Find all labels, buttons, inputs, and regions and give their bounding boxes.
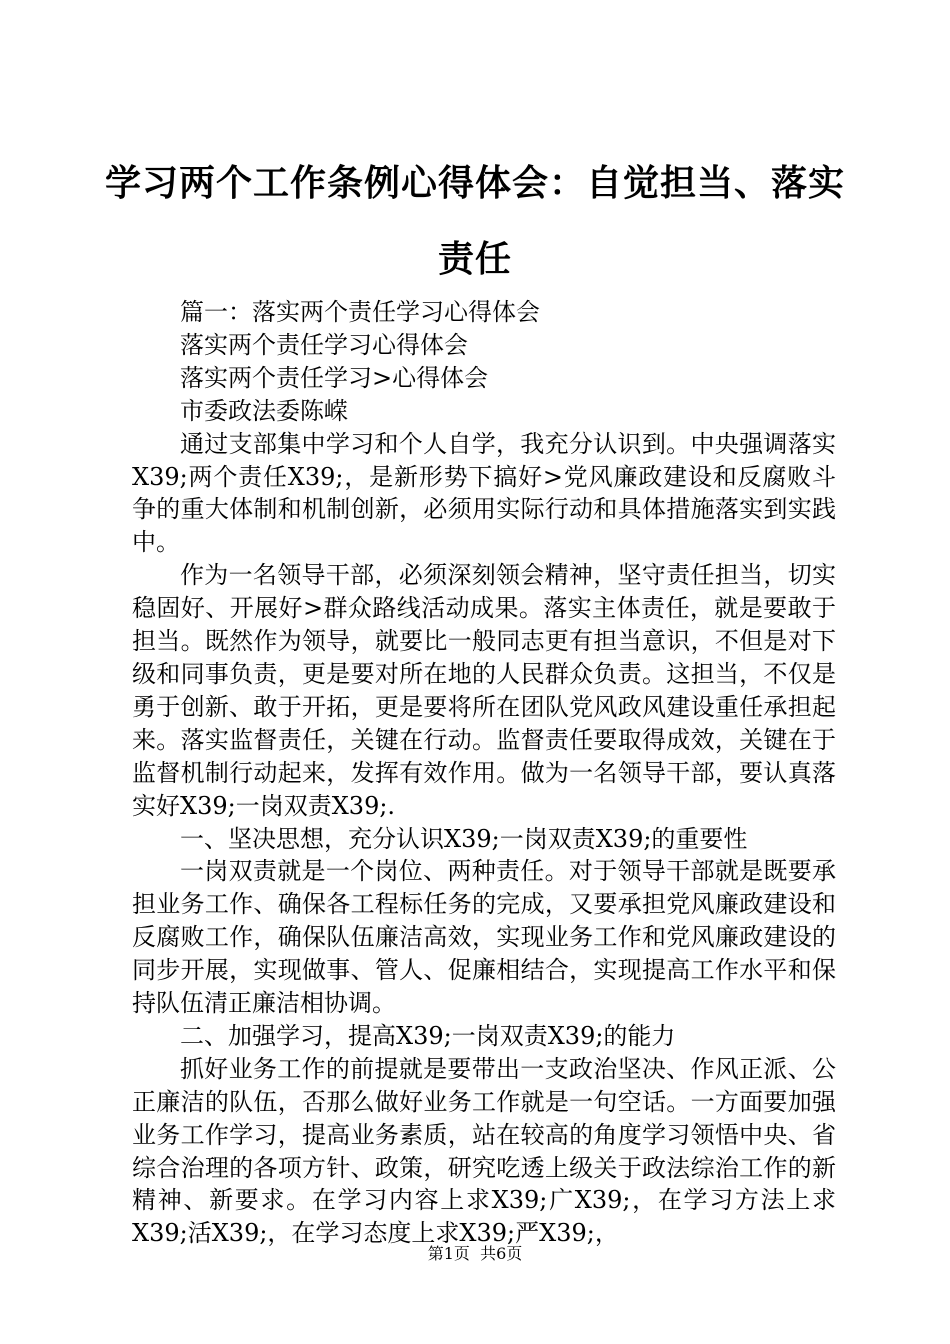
page-total: 共6页: [480, 1244, 523, 1263]
section-heading: 篇一：落实两个责任学习心得体会: [180, 298, 540, 326]
subtitle-line: 落实两个责任学习>心得体会: [180, 363, 489, 392]
document-title: [100, 146, 850, 298]
body-paragraph: 通过支部集中学习和个人自学，我充分认识到。中央强调落实X39;两个责任X39;，是新形势下搞好>党风廉政建设和反腐败斗争的重大体制和机制创新，必须用实际行动和具体措施落实到实践中。: [132, 429, 836, 557]
body-paragraph: 一岗双责就是一个岗位、两种责任。对于领导干部就是既要承担业务工作、确保各工程标任务的完成，又要承担党风廉政建设和反腐败工作，确保队伍廉洁高效，实现业务工作和党风廉政建设的同步开展，实现做事、管人、促廉相结合，实现提高工作水平和保持队伍清正廉洁相协调。: [132, 857, 836, 1018]
author-line: 市委政法委陈嵘: [180, 396, 348, 425]
section-heading: 一、坚决思想，充分认识X39;一岗双责X39;的重要性: [180, 824, 748, 853]
section-heading: 二、加强学习，提高X39;一岗双责X39;的能力: [180, 1021, 676, 1050]
title-line-2: 责任: [437, 239, 512, 280]
document-body: [132, 296, 836, 1250]
title-line-1: 学习两个工作条例心得体会：自觉担当、落实: [104, 163, 845, 204]
page-footer: [0, 1244, 950, 1264]
body-paragraph: 抓好业务工作的前提就是要带出一支政治坚决、作风正派、公正廉洁的队伍，否那么做好业务工作就是一句空话。一方面要加强业务工作学习，提高业务素质，站在较高的角度学习领悟中央、省综合治理的各项方针、政策，研究吃透上级关于政法综治工作的新精神、新要求。在学习内容上求X39;广X39;，在学习方法上求X39;活X39;，在学习态度上求X39;严X39;，: [132, 1054, 836, 1248]
subtitle-line: 落实两个责任学习心得体会: [180, 330, 468, 359]
page-number: 第1页: [427, 1244, 470, 1263]
body-paragraph: 作为一名领导干部，必须深刻领会精神，坚守责任担当，切实稳固好、开展好>群众路线活动成果。落实主体责任，就是要敢于担当。既然作为领导，就要比一般同志更有担当意识，不但是对下级和同事负责，更是要对所在地的人民群众负责。这担当，不仅是勇于创新、敢于开拓，更是要将所在团队党风政风建设重任承担起来。落实监督责任，关键在行动。监督责任要取得成效，关键在于监督机制行动起来，发挥有效作用。做为一名领导干部，要认真落实好X39;一岗双责X39;.: [132, 561, 836, 820]
